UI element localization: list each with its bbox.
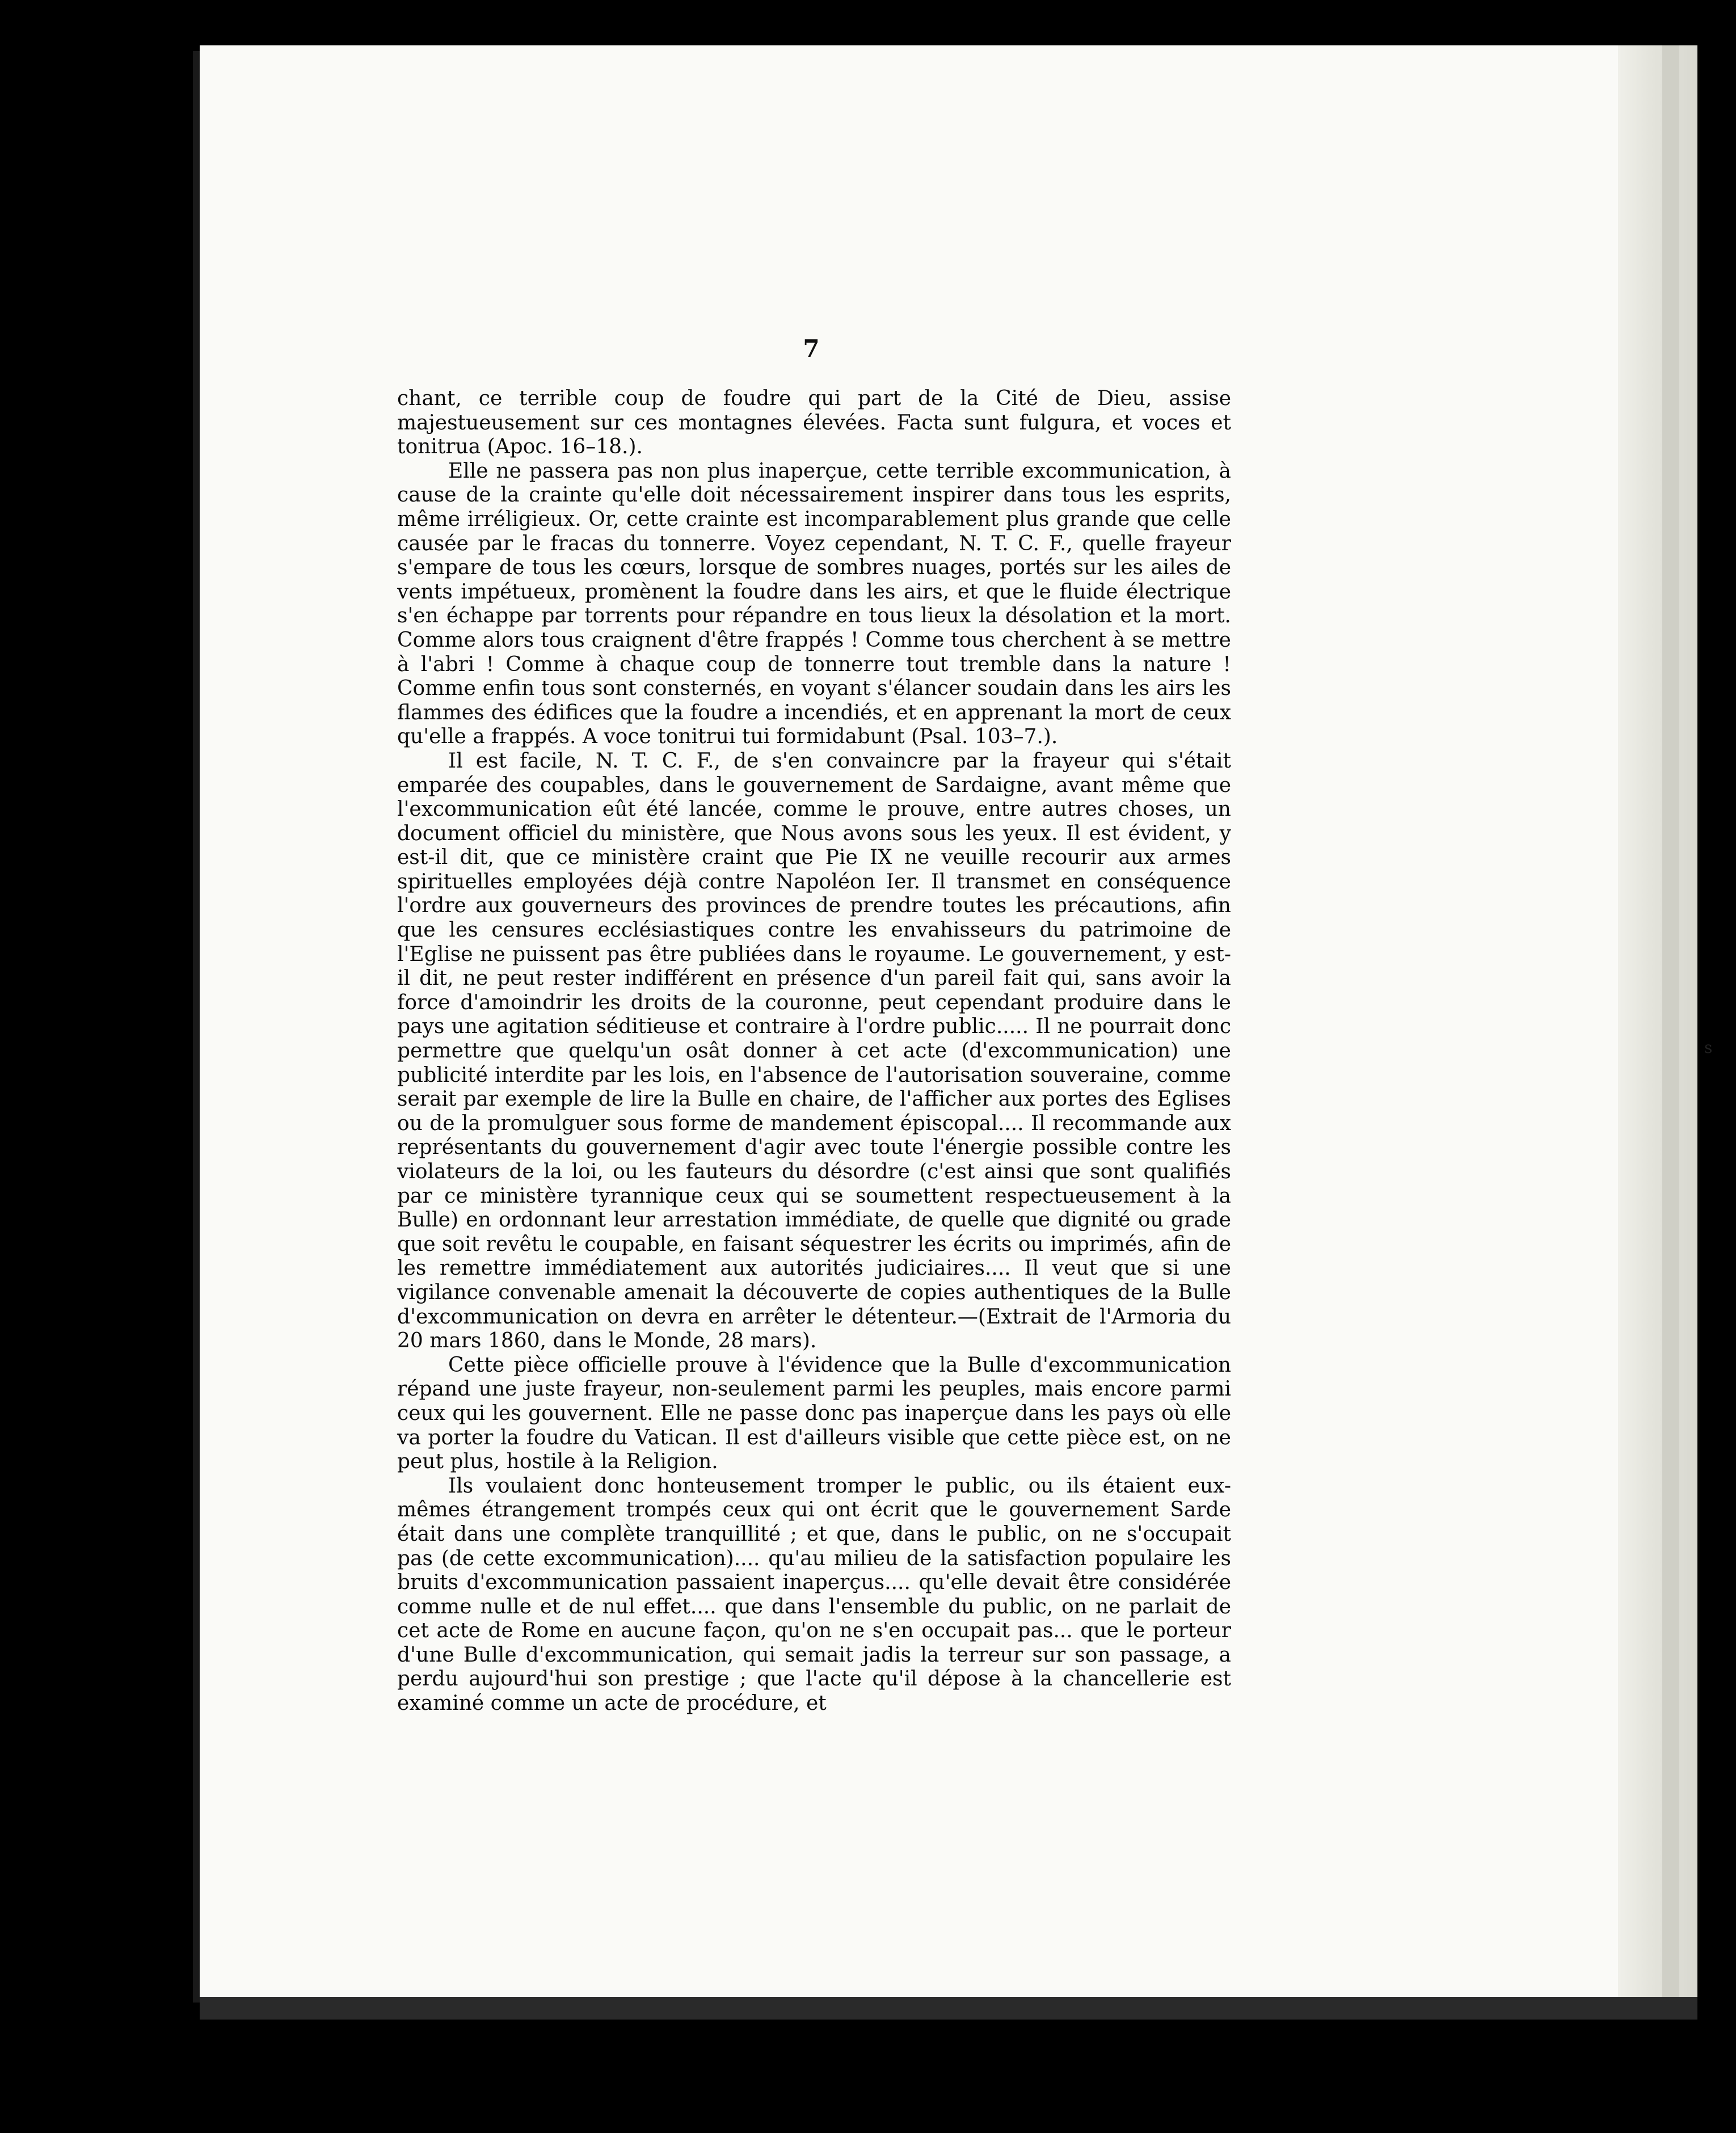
page-fold-shadow — [1662, 45, 1679, 2014]
body-text — [397, 387, 1231, 1716]
page-bottom-shadow — [200, 1997, 1697, 2020]
paragraph-2: Elle ne passera pas non plus inaperçue, cette terrible excommunication, à cause de la crainte qu'elle doit nécessairement inspirer dans tous les esprits, même irréligieux. Or, cette crainte est incomparablement plus grande que celle causée par le fracas du tonnerre. Voyez cependant, N. T. C. F., quelle frayeur s'empare de tous les cœurs, lorsque de sombres nuages, portés sur les ailes de vents impétueux, promènent la foudre dans les airs, et que le fluide électrique s'en échappe par torrents pour répandre en tous lieux la désolation et la mort. Comme alors tous craignent d'être frappés ! Comme tous cherchent à se mettre à l'abri ! Comme à chaque coup de tonnerre tout tremble dans la nature ! Comme enfin tous sont consternés, en voyant s'élancer soudain dans les airs les flammes des édifices que la foudre a incendiés, et en apprenant la mort de ceux qu'elle a frappés. A voce tonitrui tui formidabunt (Psal. 103–7.). — [397, 459, 1231, 749]
page-right-edge — [1618, 45, 1697, 2014]
paragraph-4: Cette pièce officielle prouve à l'évidence que la Bulle d'excommunication répand une juste frayeur, non-seulement parmi les peuples, mais encore parmi ceux qui les gouvernent. Elle ne passe donc pas inaperçue dans les pays où elle va porter la foudre du Vatican. Il est d'ailleurs visible que cette pièce est, on ne peut plus, hostile à la Religion. — [397, 1353, 1231, 1474]
paragraph-1: chant, ce terrible coup de foudre qui part de la Cité de Dieu, assise majestueusement sur ces montagnes élevées. Facta sunt fulgura, et voces et tonitrua (Apoc. 16–18.). — [397, 387, 1231, 459]
margin-mark: s — [1704, 1038, 1713, 1057]
paragraph-5: Ils voulaient donc honteusement tromper le public, ou ils étaient eux-mêmes étrangement trompés ceux qui ont écrit que le gouvernement Sarde était dans une complète tranquillité ; et que, dans le public, on ne s'occupait pas (de cette excommunication).... qu'au milieu de la satisfaction populaire les bruits d'excommunication passaient inaperçus.... qu'elle devait être considérée comme nulle et de nul effet.... que dans l'ensemble du public, on ne parlait de cet acte de Rome en aucune façon, qu'on ne s'en occupait pas... que le porteur d'une Bulle d'excommunication, qui semait jadis la terreur sur son passage, a perdu aujourd'hui son prestige ; que l'acte qu'il dépose à la chancellerie est examiné comme un acte de procédure, et — [397, 1474, 1231, 1715]
paragraph-3: Il est facile, N. T. C. F., de s'en convaincre par la frayeur qui s'était emparée des coupables, dans le gouvernement de Sardaigne, avant même que l'excommunication eût été lancée, comme le prouve, entre autres choses, un document officiel du ministère, que Nous avons sous les yeux. Il est évident, y est-il dit, que ce ministère craint que Pie IX ne veuille recourir aux armes spirituelles employées déjà contre Napoléon Ier. Il transmet en conséquence l'ordre aux gouverneurs des provinces de prendre toutes les précautions, afin que les censures ecclésiastiques contre les envahisseurs du patrimoine de l'Eglise ne puissent pas être publiées dans le royaume. Le gouvernement, y est-il dit, ne peut rester indifférent en présence d'un pareil fait qui, sans avoir la force d'amoindrir les droits de la couronne, peut cependant produire dans le pays une agitation séditieuse et contraire à l'ordre public..... Il ne pourrait donc permettre que quelqu'un osât donner à cet acte (d'excommunication) une publicité interdite par les lois, en l'absence de l'autorisation souveraine, comme serait par exemple de lire la Bulle en chaire, de l'afficher aux portes des Eglises ou de la promulguer sous forme de mandement épiscopal.... Il recommande aux représentants du gouvernement d'agir avec toute l'énergie possible contre les violateurs de la loi, ou les fauteurs du désordre (c'est ainsi que sont qualifiés par ce ministère tyrannique ceux qui se soumettent respectueusement à la Bulle) en ordonnant leur arrestation immédiate, de quelle que dignité ou grade que soit revêtu le coupable, en faisant séquestrer les écrits ou imprimés, afin de les remettre immédiatement aux autorités judiciaires.... Il veut que si une vigilance convenable amenait la découverte de copies authentiques de la Bulle d'excommunication on devra en arrêter le détenteur.—(Extrait de l'Armoria du 20 mars 1860, dans le Monde, 28 mars). — [397, 749, 1231, 1353]
page-number: 7 — [803, 335, 820, 362]
page-left-edge — [193, 51, 200, 2003]
